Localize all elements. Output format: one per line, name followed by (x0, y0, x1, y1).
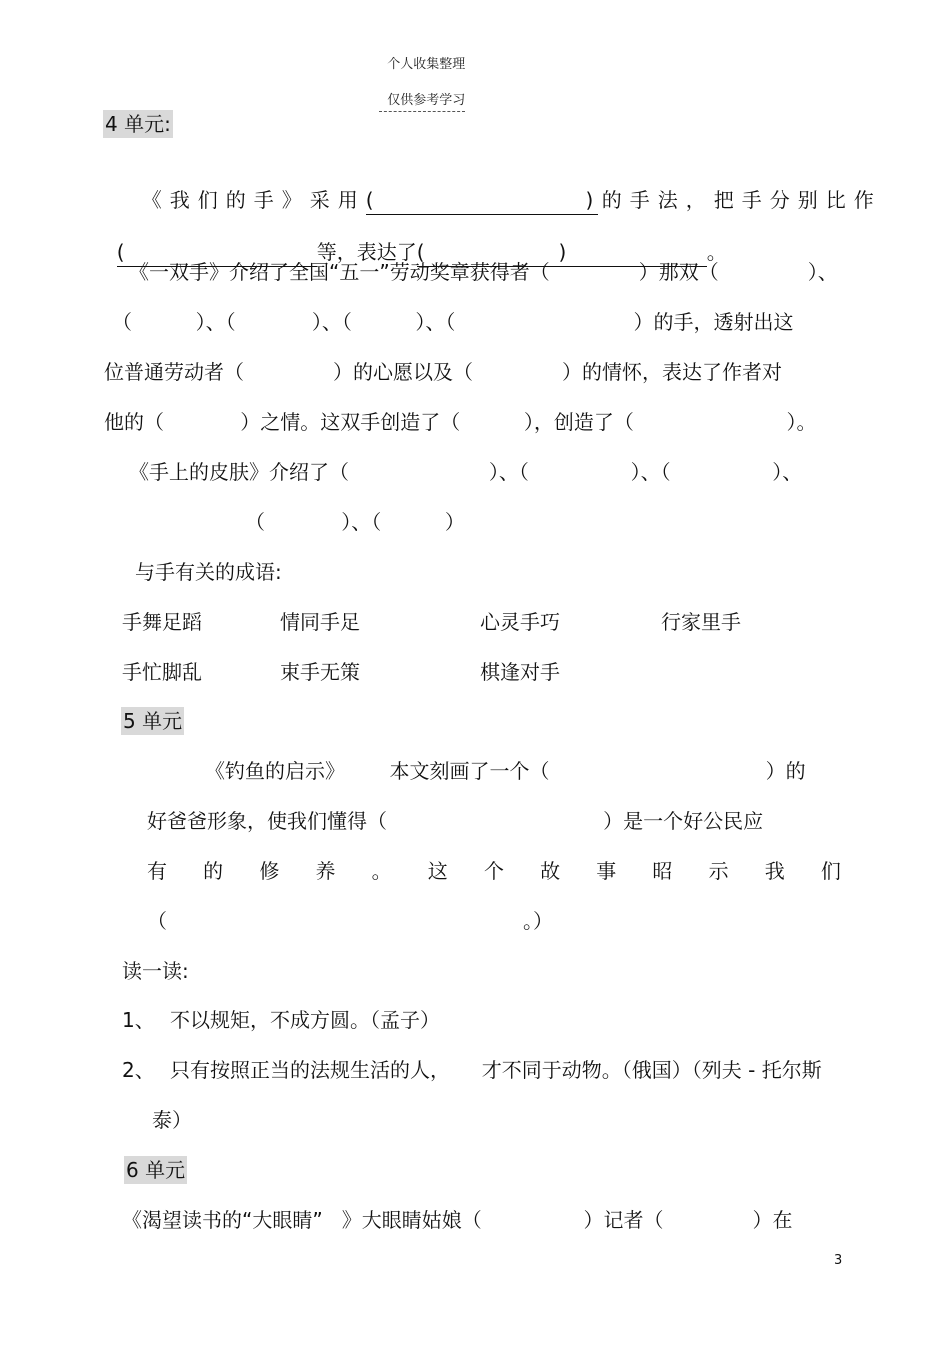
unit5-l3-char: 们 (820, 859, 841, 883)
read-item-2-number: 2、 (122, 1058, 155, 1082)
unit5-l3-char: 个 (483, 859, 504, 883)
unit4-p1-line2-b: 等，表达了 (316, 240, 417, 264)
unit4-p1-blank2: ( (117, 238, 317, 267)
unit5-l3-char: 事 (596, 859, 617, 883)
page-number: 3 (834, 1253, 843, 1268)
header-left-text: 个人收集整理 (387, 57, 466, 72)
unit5-l3-char: 示 (708, 859, 729, 883)
unit4-p2-line3: 位普通劳动者（ ）的心愿以及（ ）的情怀，表达了作者对 (104, 360, 783, 384)
read-item-2-text: 只有按照正当的法规生活的人， 才不同于动物。（俄国）（列夫 - 托尔斯 (170, 1058, 822, 1082)
read-item-1-number: 1、 (122, 1008, 155, 1032)
unit4-p1-b: 的手法，把手分别比作 (601, 188, 882, 212)
unit4-heading: 4 单元: (105, 112, 171, 136)
page-header (379, 38, 465, 112)
unit5-l3-char: 。 (371, 859, 392, 883)
unit5-l3-char: 有 (147, 859, 167, 883)
unit5-l3-char: 昭 (652, 859, 673, 883)
unit4-p1-line1 (129, 158, 882, 215)
unit6-heading: 6 单元 (126, 1158, 186, 1182)
idiom-2-3: 棋逢对手 (480, 660, 560, 684)
unit4-p2-line1: 《一双手》介绍了全国“五一”劳动奖章获得者（ ）那双（ ）、 (129, 260, 838, 284)
unit4-p2-line2: （ ）、（ ）、（ ）、（ ）的手，透射出这 (112, 310, 794, 334)
unit5-l3-char: 养 (315, 859, 336, 883)
idioms-title: 与手有关的成语: (135, 560, 282, 584)
idiom-1-3: 心灵手巧 (480, 610, 560, 634)
unit4-p1-blank1: ( ) (366, 186, 598, 215)
unit5-l3-char: 这 (427, 859, 448, 883)
read-item-2-continued: 泰） (152, 1108, 192, 1132)
unit4-p1-blank3: ( ) (417, 238, 707, 267)
unit5-l3-char: 的 (203, 859, 224, 883)
read-title: 读一读: (122, 959, 189, 983)
unit5-line2: 好爸爸形象，使我们懂得（ ）是一个好公民应 (147, 809, 764, 833)
idiom-2-1: 手忙脚乱 (122, 660, 202, 684)
idiom-2-2: 束手无策 (280, 660, 360, 684)
read-item-1-text: 不以规矩，不成方圆。（孟子） (170, 1008, 440, 1032)
unit4-p3-line1: 《手上的皮肤》介绍了（ ）、（ ）、（ ）、 (129, 460, 803, 484)
header-right-text: 仅供参考学习 (387, 93, 466, 108)
idiom-1-4: 行家里手 (661, 610, 741, 634)
idiom-1-2: 情同手足 (280, 610, 360, 634)
unit4-p3-line2: （ ）、（ ） (245, 510, 465, 534)
unit5-line3 (147, 857, 841, 885)
unit5-line4: （ 。） (147, 909, 554, 933)
unit5-heading: 5 单元 (123, 709, 183, 733)
unit4-p1-a: 《我们的手》采用 (141, 188, 366, 212)
unit6-line1: 《渴望读书的“大眼睛” 》大眼睛姑娘（ ）记者（ ）在 (122, 1208, 793, 1232)
unit4-p1-line2-end: 。 (706, 240, 727, 264)
unit4-p2-line4: 他的（ ）之情。这双手创造了（ ），创造了（ ）。 (104, 410, 817, 434)
unit5-l3-char: 故 (540, 859, 561, 883)
unit5-line1: 《钓鱼的启示》 本文刻画了一个（ ）的 (205, 759, 806, 783)
unit5-l3-char: 修 (259, 859, 280, 883)
idiom-1-1: 手舞足蹈 (122, 610, 202, 634)
unit5-l3-char: 我 (764, 859, 785, 883)
